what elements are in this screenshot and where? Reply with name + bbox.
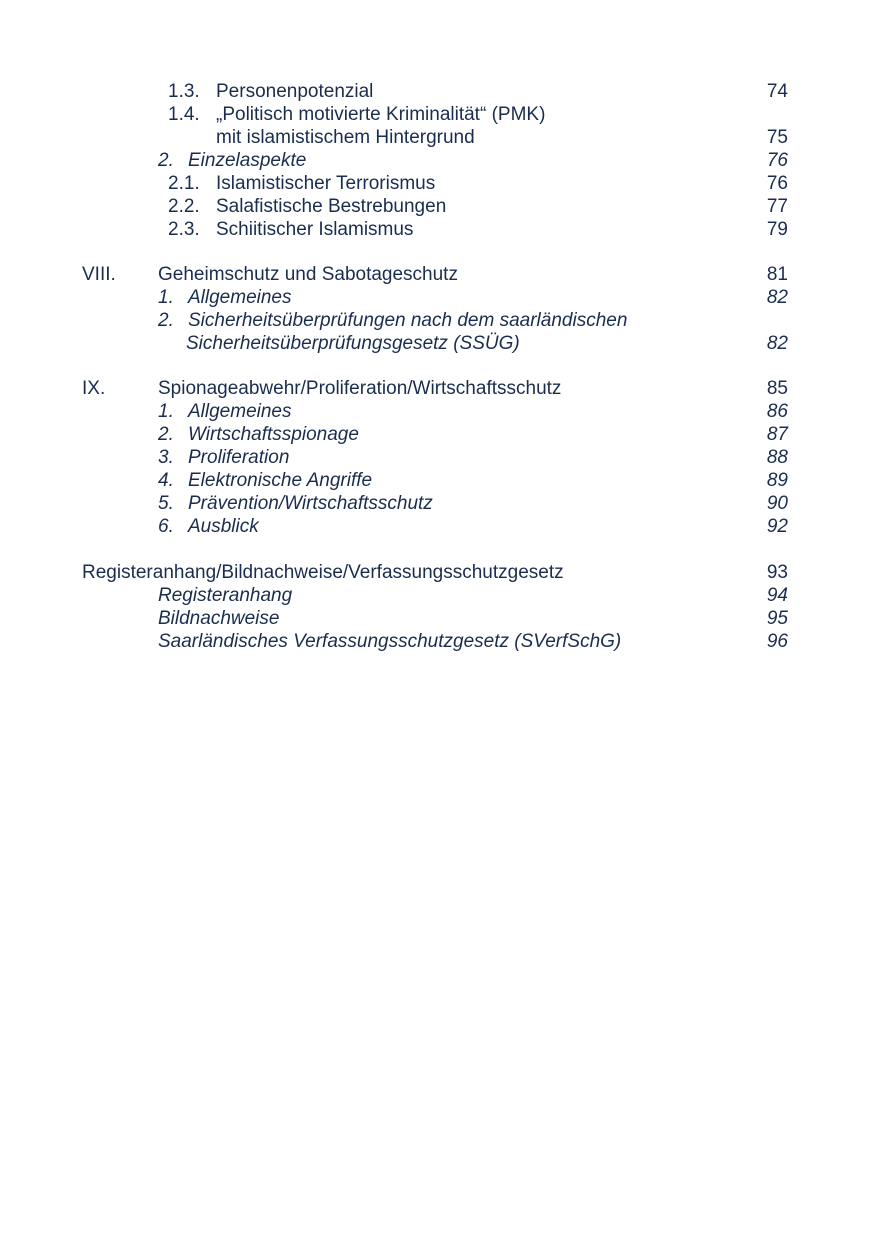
appendix-page: 93 xyxy=(766,562,788,583)
toc-entry[interactable] xyxy=(168,218,788,241)
entry-number: 2. xyxy=(158,424,174,445)
entry-number: 4. xyxy=(158,470,174,491)
entry-page: 88 xyxy=(766,447,788,468)
toc-entry-continuation[interactable] xyxy=(186,332,788,355)
toc-entry[interactable] xyxy=(168,103,788,126)
entry-number: 1. xyxy=(158,401,174,422)
entry-title-line2: Sicherheitsüberprüfungsgesetz (SSÜG) xyxy=(186,333,520,354)
entry-page: 82 xyxy=(766,333,788,354)
entry-number: 1.3. xyxy=(168,81,200,102)
entry-page: 89 xyxy=(766,470,788,491)
entry-title: Islamistischer Terrorismus xyxy=(216,173,436,194)
entry-title: Proliferation xyxy=(188,447,290,468)
toc-entry[interactable] xyxy=(158,400,788,423)
entry-page: 86 xyxy=(766,401,788,422)
entry-title: Bildnachweise xyxy=(158,608,280,629)
entry-number: 1.4. xyxy=(168,104,200,125)
toc-entry[interactable] xyxy=(158,630,788,653)
entry-page: 76 xyxy=(766,173,788,194)
toc-entry[interactable] xyxy=(158,469,788,492)
entry-title: Saarländisches Verfassungsschutzgesetz (SVerfSchG) xyxy=(158,631,622,652)
toc-entry[interactable] xyxy=(158,446,788,469)
toc-entry[interactable] xyxy=(168,80,788,103)
entry-page: 94 xyxy=(766,585,788,606)
entry-page: 96 xyxy=(766,631,788,652)
entry-title: Schiitischer Islamismus xyxy=(216,219,414,240)
toc-entry[interactable] xyxy=(158,584,788,607)
chapter-numeral: VIII. xyxy=(82,264,116,285)
entry-number: 3. xyxy=(158,447,174,468)
toc-entry-continuation[interactable] xyxy=(216,126,788,149)
entry-title: Wirtschaftsspionage xyxy=(188,424,359,445)
entry-page: 82 xyxy=(766,287,788,308)
toc-appendix-heading[interactable] xyxy=(82,561,788,584)
entry-number: 1. xyxy=(158,287,174,308)
appendix-title: Registeranhang/Bildnachweise/Verfassungsschutzgesetz xyxy=(82,562,564,583)
chapter-title: Spionageabwehr/Proliferation/Wirtschaftsschutz xyxy=(158,378,562,399)
toc-entry[interactable] xyxy=(158,286,788,309)
entry-title: Ausblick xyxy=(188,516,259,537)
chapter-page: 85 xyxy=(766,378,788,399)
entry-title: Einzelaspekte xyxy=(188,150,307,171)
entry-title: Prävention/Wirtschaftsschutz xyxy=(188,493,433,514)
entry-page: 92 xyxy=(766,516,788,537)
entry-title: Registeranhang xyxy=(158,585,293,606)
entry-title: Allgemeines xyxy=(188,401,292,422)
entry-page: 95 xyxy=(766,608,788,629)
entry-title: Salafistische Bestrebungen xyxy=(216,196,447,217)
toc-entry[interactable] xyxy=(158,515,788,538)
toc-entry[interactable] xyxy=(158,607,788,630)
entry-title: Sicherheitsüberprüfungen nach dem saarländischen xyxy=(188,310,628,331)
entry-title: Elektronische Angriffe xyxy=(188,470,373,491)
entry-number: 6. xyxy=(158,516,174,537)
entry-number: 2.2. xyxy=(168,196,200,217)
toc-entry[interactable] xyxy=(158,149,788,172)
entry-page: 76 xyxy=(766,150,788,171)
toc-entry[interactable] xyxy=(158,309,788,332)
entry-page: 75 xyxy=(766,127,788,148)
entry-title: Allgemeines xyxy=(188,287,292,308)
toc-entry[interactable] xyxy=(158,492,788,515)
toc-entry[interactable] xyxy=(168,172,788,195)
toc-chapter-heading[interactable] xyxy=(158,377,788,400)
entry-number: 2. xyxy=(158,310,174,331)
entry-title: Personenpotenzial xyxy=(216,81,374,102)
chapter-title: Geheimschutz und Sabotageschutz xyxy=(158,264,458,285)
entry-number: 2. xyxy=(158,150,174,171)
entry-page: 79 xyxy=(766,219,788,240)
entry-title: „Politisch motivierte Kriminalität“ (PMK) xyxy=(216,104,546,125)
entry-page: 87 xyxy=(766,424,788,445)
entry-page: 74 xyxy=(766,81,788,102)
entry-number: 5. xyxy=(158,493,174,514)
toc-entry[interactable] xyxy=(158,423,788,446)
entry-number: 2.1. xyxy=(168,173,200,194)
entry-page: 77 xyxy=(766,196,788,217)
entry-number: 2.3. xyxy=(168,219,200,240)
entry-title-line2: mit islamistischem Hintergrund xyxy=(216,127,475,148)
entry-page: 90 xyxy=(766,493,788,514)
chapter-numeral: IX. xyxy=(82,378,106,399)
toc-chapter-heading[interactable] xyxy=(158,263,788,286)
chapter-page: 81 xyxy=(766,264,788,285)
toc-entry[interactable] xyxy=(168,195,788,218)
